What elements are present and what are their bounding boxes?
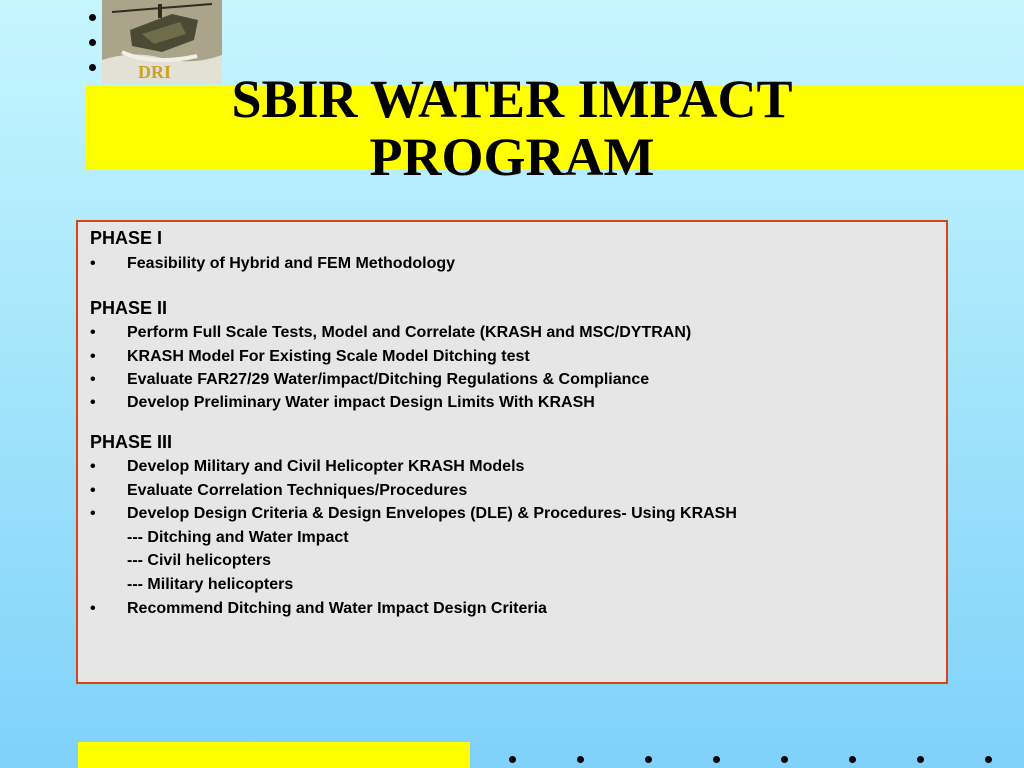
- bullet-icon: •: [90, 482, 96, 499]
- sub-item: --- Military helicopters: [127, 576, 294, 593]
- deco-dot: [89, 39, 96, 46]
- sub-item: --- Ditching and Water Impact: [127, 529, 349, 546]
- title-line-2: PROGRAM: [369, 127, 655, 187]
- footer-highlight-bar: [78, 742, 470, 768]
- sub-item: --- Civil helicopters: [127, 552, 272, 569]
- content-panel: PHASE I • Feasibility of Hybrid and FEM Methodology PHASE II • Perform Full Scale Tests, Model and Correlate (KRASH and MSC/DYTRAN) • KRASH Model For Existing Scale Model Ditching test • Evaluate FAR27/29 Water/impact/Ditching Regulations & Compliance • Develop Preliminary Water impact Design Limits With KRASH PHASE III • Develop Military and Civil Helicopter KRASH Models • Evaluate Correlation Techniques/Procedures • Develop Design Criteria & Design Envelopes (DLE) & Procedures- Using KRASH --- Ditching and Water Impact --- Civil helicopters --- Military helicopters • Recommend Ditching and Water Impact Design Criteria: [76, 220, 948, 684]
- bullet-icon: •: [90, 458, 96, 475]
- phase-1-heading: PHASE I: [90, 228, 163, 248]
- deco-dot: [917, 756, 924, 763]
- deco-dot: [89, 14, 96, 21]
- bullet-icon: •: [90, 600, 96, 617]
- bullet-icon: •: [90, 371, 96, 388]
- bullet-icon: •: [90, 348, 96, 365]
- phase-2-heading: PHASE II: [90, 298, 168, 318]
- deco-dot: [645, 756, 652, 763]
- deco-dot: [849, 756, 856, 763]
- deco-dot: [985, 756, 992, 763]
- deco-dot: [713, 756, 720, 763]
- deco-dot: [577, 756, 584, 763]
- deco-dot: [509, 756, 516, 763]
- bullet-icon: •: [90, 324, 96, 341]
- deco-dot: [781, 756, 788, 763]
- title-line-1: SBIR WATER IMPACT: [231, 69, 793, 129]
- bullet-icon: •: [90, 255, 96, 272]
- page-title: [0, 70, 1024, 186]
- bullet-icon: •: [90, 394, 96, 411]
- phase-3-heading: PHASE III: [90, 432, 173, 452]
- bullet-icon: •: [90, 505, 96, 522]
- logo-text: DRI: [138, 62, 172, 82]
